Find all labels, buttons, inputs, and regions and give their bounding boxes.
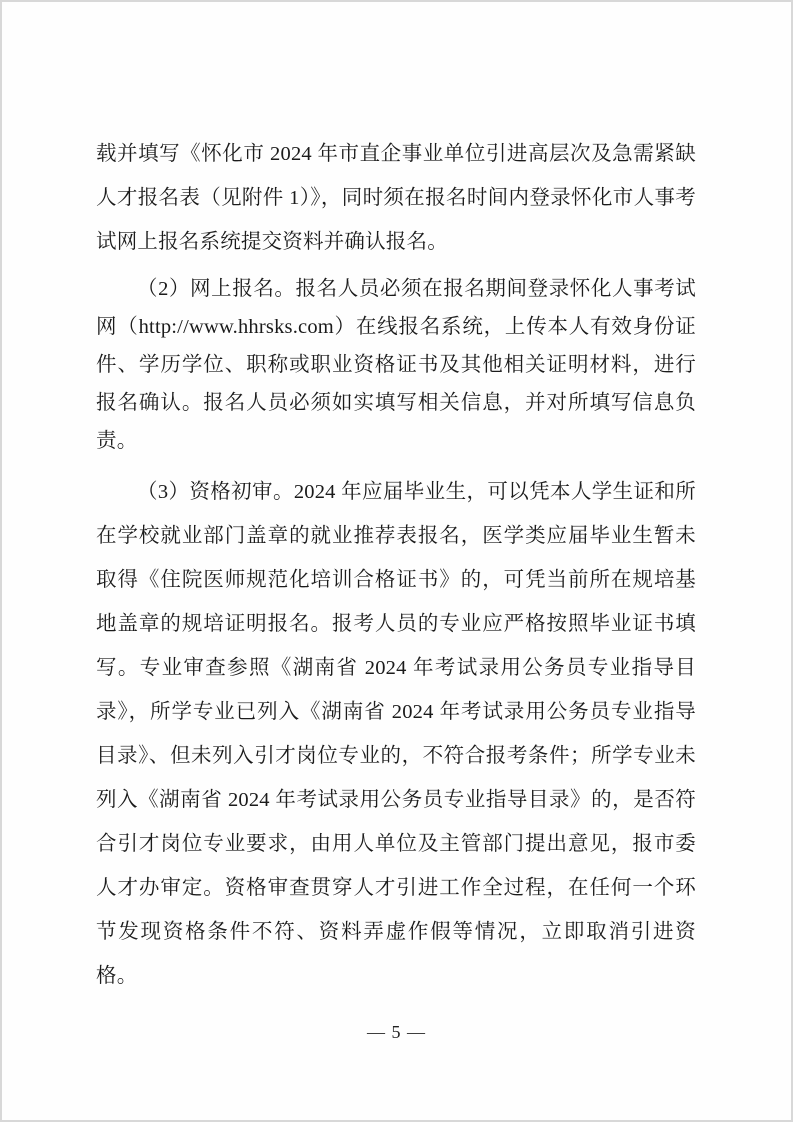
page-border-left xyxy=(0,0,2,1122)
page-number: — 5 — xyxy=(367,1022,426,1042)
paragraph-continued: 载并填写《怀化市 2024 年市直企事业单位引进高层次及急需紧缺人才报名表（见附件 1）》，同时须在报名时间内登录怀化市人事考试网上报名系统提交资料并确认报名。 xyxy=(96,143,696,253)
page-border-top xyxy=(0,0,793,2)
document-body xyxy=(96,132,696,1004)
paragraph-online-registration: （2）网上报名。报名人员必须在报名期间登录怀化人事考试网（http://www.hhrsks.com）在线报名系统，上传本人有效身份证件、学历学位、职称或职业资格证书及其他相关证明材料，进行报名确认。报名人员必须如实填写相关信息，并对所填写信息负责。 xyxy=(96,278,696,452)
paragraph-qualification-review: （3）资格初审。2024 年应届毕业生，可以凭本人学生证和所在学校就业部门盖章的就业推荐表报名，医学类应届毕业生暂未取得《住院医师规范化培训合格证书》的，可凭当前所在规培基地盖章的规培证明报名。报考人员的专业应严格按照毕业证书填写。专业审查参照《湖南省 2024 年考试录用公务员专业指导目录》，所学专业已列入《湖南省 2024 年考试录用公务员专业指导目录》、但未列入引才岗位专业的，不符合报考条件；所学专业未列入《湖南省 2024 年考试录用公务员专业指导目录》的，是否符合引才岗位专业要求，由用人单位及主管部门提出意见，报市委人才办审定。资格审查贯穿人才引进工作全过程，在任何一个环节发现资格条件不符、资料弄虚作假等情况，立即取消引进资格。 xyxy=(96,481,696,987)
